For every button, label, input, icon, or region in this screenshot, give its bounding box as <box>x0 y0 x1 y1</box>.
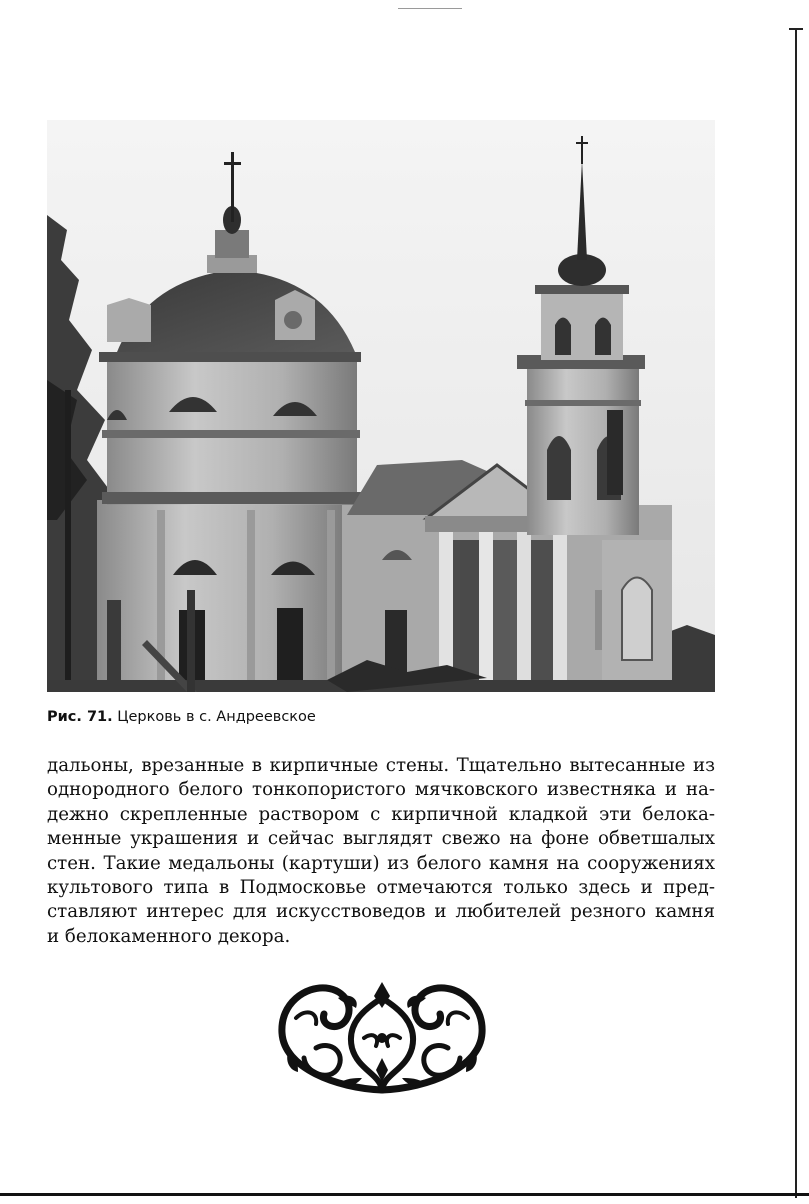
text-line: стен. Такие медальоны (картуши) из белого камня на сооружениях <box>47 852 715 874</box>
text-line: ставляют интерес для искусствоведов и любителей резного камня <box>47 901 715 923</box>
figure-caption <box>47 709 747 725</box>
floral-ornament-icon <box>276 978 488 1098</box>
page-edge <box>795 30 797 1198</box>
church-photo <box>47 120 715 692</box>
top-rule <box>398 8 462 9</box>
text-line: культового типа в Подмосковье отмечаются только здесь и пред- <box>47 877 715 899</box>
body-paragraph <box>47 754 715 949</box>
text-line: дежно скрепленные раствором с кирпичной кладкой эти белока- <box>47 803 715 825</box>
figure-caption-text: Церковь в с. Андреевское <box>117 709 316 725</box>
text-line: дальоны, врезанные в кирпичные стены. Тщательно вытесанные из <box>47 755 715 776</box>
text-line: менные украшения и сейчас выглядят свежо на фоне обветшалых <box>47 828 715 850</box>
figure-number: Рис. 71. <box>47 709 113 725</box>
text-line: однородного белого тонкопористого мячковского известняка и на- <box>47 779 715 801</box>
page-bottom-edge <box>0 1193 809 1196</box>
text-line: и белокаменного декора. <box>47 925 291 947</box>
